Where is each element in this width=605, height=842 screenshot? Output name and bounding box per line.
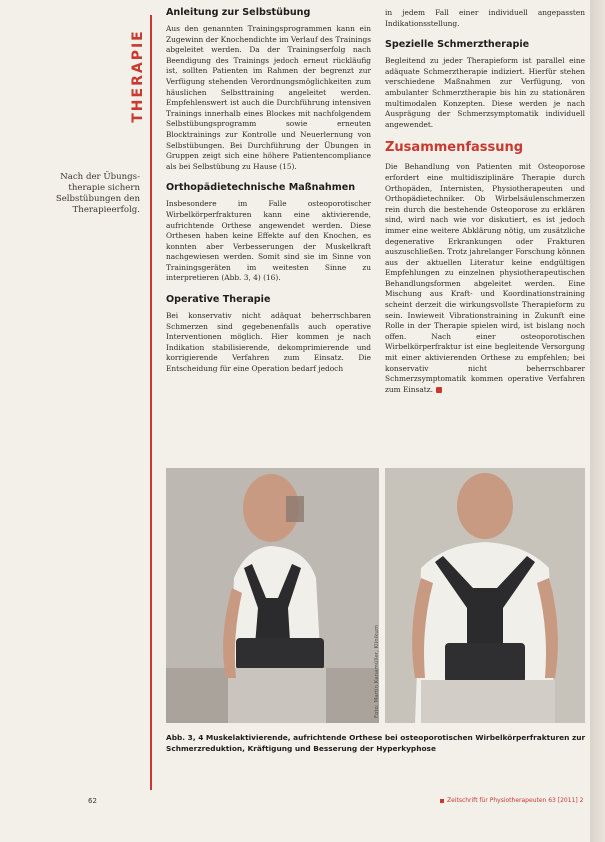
summary-text: Die Behandlung von Patienten mit Osteoporose erfordert eine multidisziplinäre Therapie durch Orthopäden, Internisten, Physiotherapeuten und Orthopädietechniker. Ob Wirbelsäulenschmerzen rein durch die bestehende Osteoporose zu erklären sind, wird nach wie vor diskutiert, es ist jedoch immer eine weitere Abklärung nötig, um zusätzliche degenerative Erkrankungen oder Frakturen auszuschließen. Trotz jahrelanger Forschung können aus der aktuellen Literatur keine endgültigen Empfehlungen zu einzelnen physiotherapeutischen Behandlungsformen abgeleitet werden. Eine Mischung aus Kraft- und Koordinationstraining scheint derzeit die wirkungsvollste Therapieform zu sein. Inwieweit Vibrationstraining in Zukunft eine Rolle in der Therapie spielen wird, ist bislang noch offen. Nach einer osteoporotischen Wirbelkörperfraktur ist eine begleitende Versorgung mit einer aktivierenden Orthese zu empfehlen; bei konservativ nicht beherrschbarer Schmerzsymptomatik kommen operative Verfahren zum Einsatz.	[385, 162, 585, 394]
paragraph-zusammenfassung	[385, 162, 585, 395]
photo-credit	[372, 600, 382, 720]
photo-orthosis-back	[385, 468, 585, 723]
section-rule	[150, 15, 152, 790]
heading-selbstuebung: Anleitung zur Selbstübung	[166, 7, 311, 18]
page-number: 62	[88, 797, 97, 805]
section-label: THERAPIE	[130, 29, 146, 123]
paragraph-operative-therapie: Bei konservativ nicht adäquat beherrschbaren Schmerzen sind gegebenenfalls auch operative Interventionen möglich. Hier kommen je nach Indikation stabilisierende, dekomprimierende und korrigierende Verfahren zum Einsatz. Die Entscheidung für eine Operation bedarf jedoch	[166, 311, 371, 374]
heading-operative-therapie: Operative Therapie	[166, 294, 271, 306]
footer-square-icon	[440, 799, 444, 803]
column-right	[385, 8, 585, 395]
footer-text: Zeitschrift für Physiotherapeuten 63 [2011] 2	[447, 797, 584, 804]
page-edge	[590, 0, 605, 842]
heading-orthopaedietechnik: Orthopädietechnische Maßnahmen	[166, 182, 356, 194]
photo-credit-text: Foto: Martin Kanamüller, Klinikum	[374, 624, 380, 718]
photo-orthosis-side-illustration	[166, 468, 379, 723]
section-tag	[128, 20, 150, 140]
footer	[440, 797, 583, 804]
column-left	[166, 6, 371, 375]
margin-note: Nach der Übungstherapie sichern Selbstübungen den Therapieerfolg.	[55, 172, 140, 215]
paragraph-schmerztherapie: Begleitend zu jeder Therapieform ist parallel eine adäquate Schmerztherapie indiziert. Hierfür stehen verschiedene Maßnahmen zur Verfügung, von ambulanter Schmerztherapie bis hin zu stationären multimodalen Konzepten. Diese werden je nach Ausprägung der Schmerzsymptomatik individuell angewendet.	[385, 56, 585, 129]
figure-caption: Abb. 3, 4 Muskelaktivierende, aufrichtende Orthese bei osteoporotischen Wirbelkörperfrakturen zur Schmerzreduktion, Kräftigung und Besserung der Hyperkyphose	[166, 733, 586, 753]
heading-zusammenfassung: Zusammenfassung	[385, 140, 524, 156]
photo-orthosis-back-illustration	[385, 468, 585, 723]
paragraph-continuation: in jedem Fall einer individuell angepassten Indikationsstellung.	[385, 8, 585, 28]
photo-orthosis-side	[166, 468, 379, 723]
paragraph-orthopaedietechnik: Insbesondere im Falle osteoporotischer Wirbelkörperfrakturen kann eine aktivierende, aufrichtende Orthese angewendet werden. Diese Orthesen haben keine Effekte auf den Knochen, es konnten aber Verbesserungen der Muskelkraft nachgewiesen werden. Somit sind sie im Sinne von Trainingsgeräten im weitesten Sinne zu interpretieren (Abb. 3, 4) (16).	[166, 199, 371, 283]
paragraph-selbstuebung: Aus den genannten Trainingsprogrammen kann ein Zugewinn der Knochendichte im Verlauf des Trainings abgeleitet werden. Da der Trainingserfolg nach Beendigung des Trainings jedoch erneut rückläufig ist, sollten Patienten im Rahmen der begrenzt zur Verfügung stehenden Verordnungsmöglichkeiten zum häuslichen Selbsttraining angeleitet werden. Empfehlenswert ist auch die Durchführung intensiven Trainings innerhalb eines Blockes mit nachfolgendem Selbstübungsprogramm sowie erneuten Blocktrainings zur Kontrolle und Neuerlernung von Selbstübungen. Bei Durchführung der Übungen in Gruppen zeigt sich eine höhere Patientencompliance als bei Selbstübung zu Hause (15).	[166, 24, 371, 171]
heading-schmerztherapie: Spezielle Schmerztherapie	[385, 39, 530, 51]
article-end-mark	[436, 387, 442, 393]
